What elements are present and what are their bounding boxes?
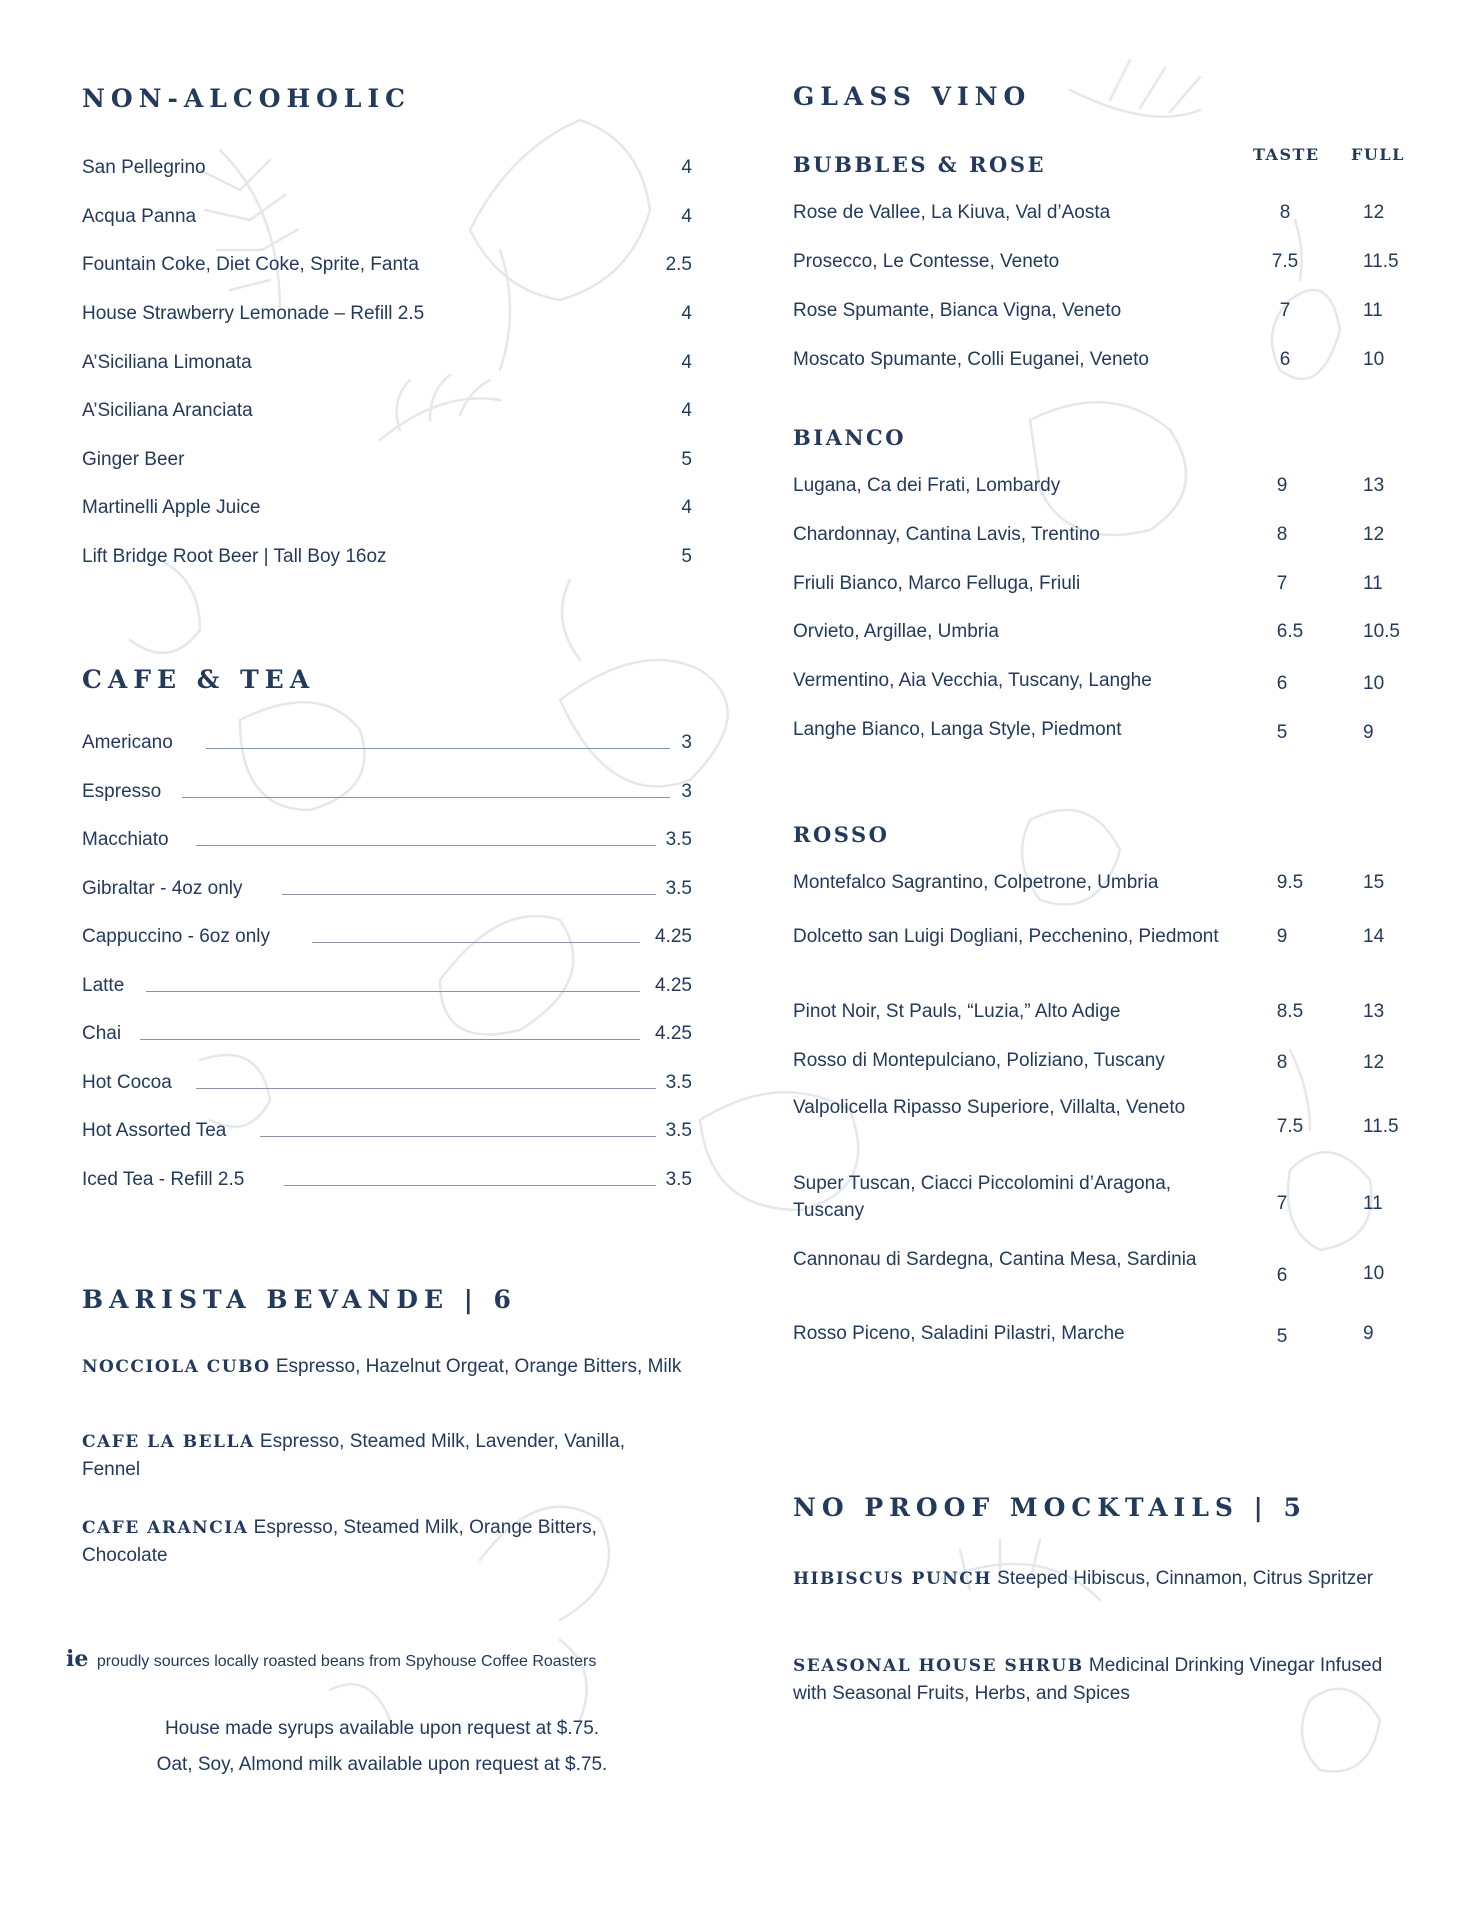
- item-price: 3.5: [665, 1072, 692, 1093]
- section-title-barista-bevande: BARISTA BEVANDE | 6: [82, 1285, 517, 1314]
- item-name: Hot Assorted Tea: [82, 1120, 227, 1141]
- wine-full-price: 12: [1363, 1052, 1385, 1073]
- leader-line: [284, 1185, 656, 1186]
- item-name: Macchiato: [82, 829, 169, 850]
- drink-description: Espresso, Steamed Milk, Orange Bitters, Chocolate: [82, 1517, 597, 1566]
- subsection-title-bianco: BIANCO: [793, 425, 907, 450]
- mocktail-drink: [793, 1652, 1393, 1707]
- wine-item: Lugana, Ca dei Frati, Lombardy: [793, 475, 1061, 496]
- section-title-cafe-tea: CAFE & TEA: [82, 665, 316, 694]
- wine-taste-price: 7: [1276, 573, 1288, 594]
- wine-item: Chardonnay, Cantina Lavis, Trentino: [793, 524, 1100, 545]
- leader-line: [312, 942, 640, 943]
- wine-item: Pinot Noir, St Pauls, “Luzia,” Alto Adige: [793, 1001, 1121, 1022]
- item-name: House Strawberry Lemonade – Refill 2.5: [82, 303, 425, 324]
- drink-description: Espresso, Hazelnut Orgeat, Orange Bitters, Milk: [270, 1356, 682, 1377]
- drink-description: Espresso, Steamed Milk, Lavender, Vanilla, Fennel: [82, 1431, 625, 1480]
- barista-drink: [82, 1428, 682, 1483]
- item-price: 3.5: [665, 1120, 692, 1141]
- wine-full-price: 11.5: [1363, 251, 1399, 272]
- wine-taste-price: 9: [1276, 926, 1288, 947]
- wine-full-price: 9: [1363, 1323, 1374, 1344]
- item-name: Acqua Panna: [82, 206, 197, 227]
- wine-item: Moscato Spumante, Colli Euganei, Veneto: [793, 349, 1149, 370]
- wine-item: Dolcetto san Luigi Dogliani, Pecchenino, Piedmont: [793, 926, 1219, 947]
- item-name: Chai: [82, 1023, 122, 1044]
- item-price: 4: [681, 352, 692, 373]
- wine-full-price: 10: [1363, 349, 1385, 370]
- leader-line: [182, 797, 670, 798]
- item-name: Hot Cocoa: [82, 1072, 172, 1093]
- wine-full-price: 12: [1363, 202, 1385, 223]
- item-price: 4: [681, 206, 692, 227]
- leader-line: [282, 894, 656, 895]
- wine-taste-price: 5: [1276, 1326, 1288, 1347]
- item-name: Americano: [82, 732, 173, 753]
- item-name: Martinelli Apple Juice: [82, 497, 261, 518]
- wine-item: Friuli Bianco, Marco Felluga, Friuli: [793, 573, 1081, 594]
- wine-item: Rose Spumante, Bianca Vigna, Veneto: [793, 300, 1122, 321]
- item-name: A’Siciliana Aranciata: [82, 400, 253, 421]
- item-price: 3: [681, 781, 692, 802]
- wine-full-price: 9: [1363, 722, 1374, 743]
- item-name: Lift Bridge Root Beer | Tall Boy 16oz: [82, 546, 387, 567]
- wine-taste-price: 8.5: [1276, 1001, 1304, 1022]
- wine-full-price: 13: [1363, 1001, 1385, 1022]
- wine-item: Cannonau di Sardegna, Cantina Mesa, Sardinia: [793, 1249, 1197, 1270]
- item-price: 4: [681, 303, 692, 324]
- wine-full-price: 10: [1363, 673, 1385, 694]
- subsection-title-rosso: ROSSO: [793, 822, 890, 847]
- wine-full-price: 10: [1363, 1263, 1385, 1284]
- item-price: 3: [681, 732, 692, 753]
- wine-full-price: 11: [1363, 1193, 1383, 1214]
- leader-line: [196, 845, 656, 846]
- item-price: 4: [681, 400, 692, 421]
- wine-item: Super Tuscan, Ciacci Piccolomini d’Aragona, Tuscany: [793, 1173, 1172, 1221]
- item-price: 3.5: [665, 829, 692, 850]
- item-price: 4.25: [655, 926, 692, 947]
- wine-taste-price: 6: [1279, 349, 1291, 370]
- wine-full-price: 11.5: [1363, 1116, 1399, 1137]
- leader-line: [260, 1136, 656, 1137]
- mocktail-drink: [793, 1565, 1393, 1593]
- section-title-glass-vino: GLASS VINO: [793, 82, 1032, 111]
- drink-description: Steeped Hibiscus, Cinnamon, Citrus Spritzer: [991, 1568, 1374, 1589]
- syrups-note: House made syrups available upon request at $.75.: [164, 1718, 600, 1739]
- wine-taste-price: 7.5: [1276, 1116, 1304, 1137]
- drink-name: SEASONAL HOUSE SHRUB: [793, 1656, 1084, 1676]
- item-price: 3.5: [665, 878, 692, 899]
- wine-taste-price: 6: [1276, 1265, 1288, 1286]
- wine-item: Rosso Piceno, Saladini Pilastri, Marche: [793, 1323, 1125, 1344]
- wine-taste-price: 5: [1276, 722, 1288, 743]
- wine-taste-price: 7: [1279, 300, 1291, 321]
- item-name: Fountain Coke, Diet Coke, Sprite, Fanta: [82, 254, 419, 275]
- column-header-full: FULL: [1351, 145, 1405, 164]
- leader-line: [146, 991, 640, 992]
- barista-drink: [82, 1514, 682, 1569]
- item-price: 3.5: [665, 1169, 692, 1190]
- brand-logo-mark: ie: [66, 1646, 89, 1672]
- barista-drink: [82, 1353, 682, 1381]
- wine-full-price: 13: [1363, 475, 1385, 496]
- wine-full-price: 14: [1363, 926, 1385, 947]
- drink-name: NOCCIOLA CUBO: [82, 1357, 271, 1377]
- drink-name: CAFE LA BELLA: [82, 1432, 255, 1452]
- wine-taste-price: 8: [1276, 524, 1288, 545]
- sourcing-text: proudly sources locally roasted beans from Spyhouse Coffee Roasters: [96, 1653, 597, 1670]
- wine-item: Orvieto, Argillae, Umbria: [793, 621, 999, 642]
- drink-name: HIBISCUS PUNCH: [793, 1569, 992, 1589]
- drink-name: CAFE ARANCIA: [82, 1518, 249, 1538]
- milk-note: Oat, Soy, Almond milk available upon request at $.75.: [156, 1754, 608, 1775]
- wine-taste-price: 8: [1276, 1052, 1288, 1073]
- item-price: 4: [681, 157, 692, 178]
- item-price: 4.25: [655, 1023, 692, 1044]
- wine-taste-price: 7: [1276, 1193, 1288, 1214]
- item-price: 4: [681, 497, 692, 518]
- item-name: Iced Tea - Refill 2.5: [82, 1169, 245, 1190]
- wine-full-price: 12: [1363, 524, 1385, 545]
- wine-full-price: 11: [1363, 300, 1383, 321]
- wine-taste-price: 7.5: [1271, 251, 1299, 272]
- wine-item: Rosso di Montepulciano, Poliziano, Tuscany: [793, 1050, 1165, 1071]
- wine-taste-price: 9.5: [1276, 872, 1304, 893]
- wine-item: Vermentino, Aia Vecchia, Tuscany, Langhe: [793, 670, 1152, 691]
- item-name: Cappuccino - 6oz only: [82, 926, 270, 947]
- wine-taste-price: 6: [1276, 673, 1288, 694]
- item-name: Latte: [82, 975, 125, 996]
- column-header-taste: TASTE: [1253, 145, 1320, 164]
- subsection-title-bubbles-rose: BUBBLES & ROSE: [793, 152, 1046, 177]
- item-name: Gibraltar - 4oz only: [82, 878, 243, 899]
- sourcing-note: [66, 1646, 596, 1672]
- item-name: A’Siciliana Limonata: [82, 352, 252, 373]
- wine-full-price: 10.5: [1363, 621, 1400, 642]
- item-price: 2.5: [665, 254, 692, 275]
- item-price: 5: [681, 449, 692, 470]
- leader-line: [206, 748, 670, 749]
- wine-item: Rose de Vallee, La Kiuva, Val d’Aosta: [793, 202, 1111, 223]
- drink-description: Medicinal Drinking Vinegar Infused with Seasonal Fruits, Herbs, and Spices: [793, 1655, 1383, 1704]
- item-name: Espresso: [82, 781, 162, 802]
- wine-taste-price: 6.5: [1276, 621, 1304, 642]
- wine-taste-price: 8: [1279, 202, 1291, 223]
- wine-item: Prosecco, Le Contesse, Veneto: [793, 251, 1060, 272]
- wine-full-price: 15: [1363, 872, 1385, 893]
- wine-item: Valpolicella Ripasso Superiore, Villalta, Veneto: [793, 1097, 1186, 1118]
- item-price: 5: [681, 546, 692, 567]
- leader-line: [196, 1088, 656, 1089]
- wine-item: Montefalco Sagrantino, Colpetrone, Umbria: [793, 872, 1159, 893]
- section-title-non-alcoholic: NON-ALCOHOLIC: [82, 84, 412, 113]
- wine-full-price: 11: [1363, 573, 1383, 594]
- section-title-mocktails: NO PROOF MOCKTAILS | 5: [793, 1493, 1307, 1522]
- leader-line: [140, 1039, 640, 1040]
- item-name: Ginger Beer: [82, 449, 185, 470]
- wine-item: Langhe Bianco, Langa Style, Piedmont: [793, 719, 1122, 740]
- item-price: 4.25: [655, 975, 692, 996]
- wine-taste-price: 9: [1276, 475, 1288, 496]
- item-name: San Pellegrino: [82, 157, 206, 178]
